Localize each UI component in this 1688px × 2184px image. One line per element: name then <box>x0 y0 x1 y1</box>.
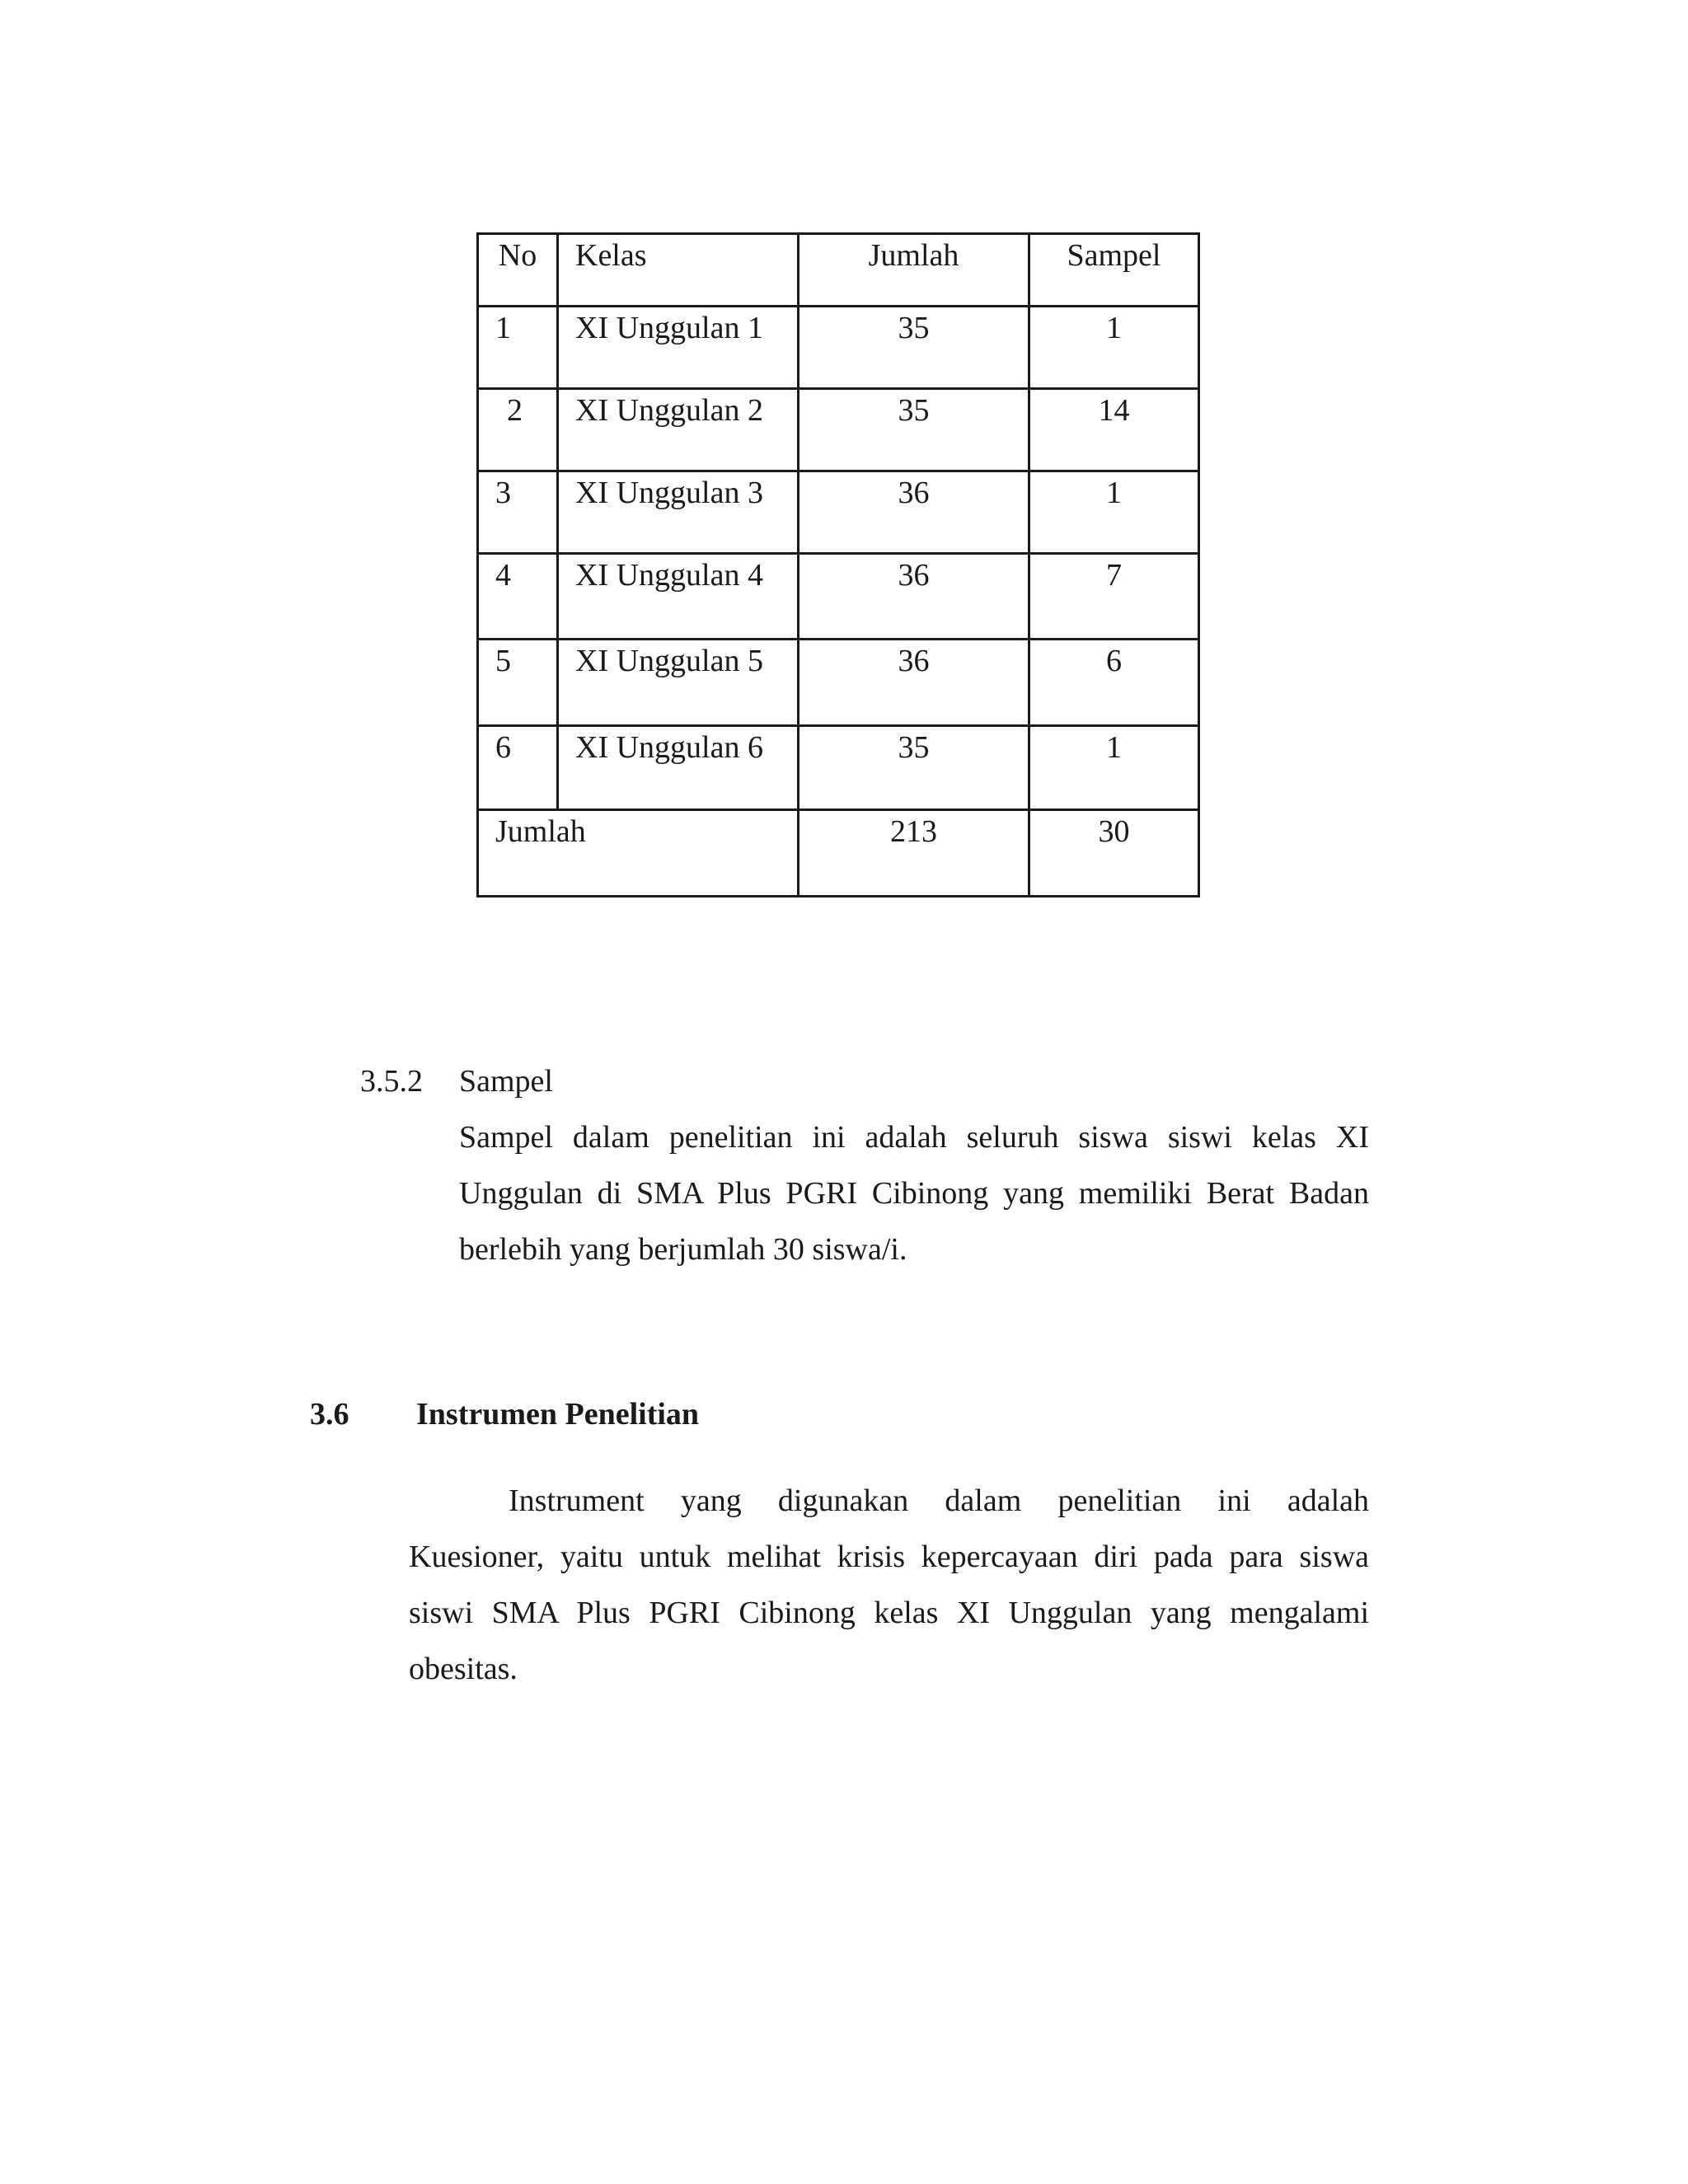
header-no: No <box>478 234 558 307</box>
cell-kelas: XI Unggulan 4 <box>558 554 799 640</box>
subsection-number: 3.5.2 <box>360 1064 423 1099</box>
cell-jumlah: 36 <box>799 471 1029 554</box>
cell-kelas: XI Unggulan 3 <box>558 471 799 554</box>
total-label: Jumlah <box>478 810 799 897</box>
cell-no: 2 <box>478 389 558 471</box>
cell-jumlah: 35 <box>799 389 1029 471</box>
section-number: 3.6 <box>310 1397 349 1432</box>
table-row <box>478 471 1199 554</box>
total-sampel: 30 <box>1029 810 1199 897</box>
paragraph-line: siswi SMA Plus PGRI Cibinong kelas XI Unggulan yang mengalami <box>409 1596 1369 1630</box>
cell-sampel: 14 <box>1029 389 1199 471</box>
cell-no: 6 <box>478 726 558 810</box>
table-row <box>478 554 1199 640</box>
table-total-row <box>478 810 1199 897</box>
cell-jumlah: 35 <box>799 726 1029 810</box>
cell-kelas: XI Unggulan 5 <box>558 640 799 726</box>
cell-no: 4 <box>478 554 558 640</box>
paragraph-line: Kuesioner, yaitu untuk melihat krisis kepercayaan diri pada para siswa <box>409 1540 1369 1574</box>
table-header-row <box>478 234 1199 307</box>
cell-no: 3 <box>478 471 558 554</box>
cell-jumlah: 36 <box>799 554 1029 640</box>
subsection-paragraph <box>459 1109 1369 1277</box>
cell-kelas: XI Unggulan 2 <box>558 389 799 471</box>
paragraph-line: berlebih yang berjumlah 30 siswa/i. <box>459 1232 907 1267</box>
table-row <box>478 307 1199 389</box>
cell-kelas: XI Unggulan 6 <box>558 726 799 810</box>
section-title: Instrumen Penelitian <box>416 1397 700 1432</box>
paragraph-line: Sampel dalam penelitian ini adalah seluruh siswa siswi kelas XI <box>459 1120 1369 1155</box>
table-row <box>478 726 1199 810</box>
cell-kelas: XI Unggulan 1 <box>558 307 799 389</box>
header-kelas: Kelas <box>558 234 799 307</box>
total-jumlah: 213 <box>799 810 1029 897</box>
cell-jumlah: 35 <box>799 307 1029 389</box>
cell-jumlah: 36 <box>799 640 1029 726</box>
subsection-title: Sampel <box>459 1064 553 1099</box>
sample-table <box>476 232 1200 898</box>
table-row <box>478 640 1199 726</box>
section-paragraph <box>409 1473 1369 1697</box>
table-row <box>478 389 1199 471</box>
header-jumlah: Jumlah <box>799 234 1029 307</box>
paragraph-line: Instrument yang digunakan dalam penelitian ini adalah <box>509 1483 1369 1518</box>
cell-sampel: 1 <box>1029 471 1199 554</box>
header-sampel: Sampel <box>1029 234 1199 307</box>
cell-sampel: 6 <box>1029 640 1199 726</box>
paragraph-line: obesitas. <box>409 1652 518 1686</box>
cell-sampel: 1 <box>1029 307 1199 389</box>
cell-no: 5 <box>478 640 558 726</box>
cell-sampel: 1 <box>1029 726 1199 810</box>
cell-no: 1 <box>478 307 558 389</box>
cell-sampel: 7 <box>1029 554 1199 640</box>
paragraph-line: Unggulan di SMA Plus PGRI Cibinong yang memiliki Berat Badan <box>459 1176 1369 1211</box>
